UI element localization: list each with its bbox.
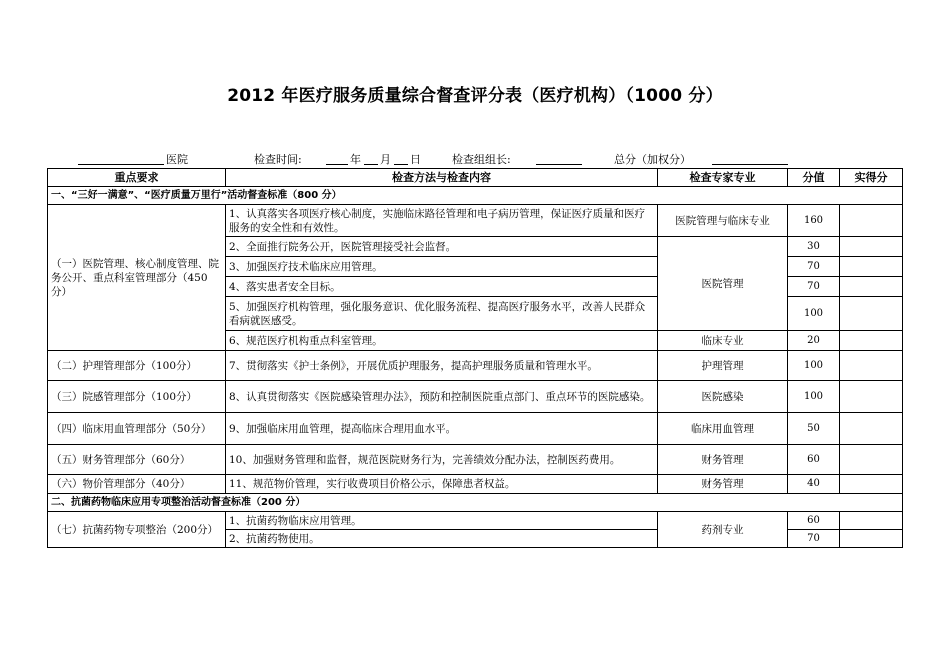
year-label: 年 bbox=[350, 153, 361, 166]
score-cell: 70 bbox=[788, 257, 840, 277]
actual-score-cell[interactable] bbox=[840, 530, 903, 548]
score-cell: 20 bbox=[788, 331, 840, 351]
item-cell: 4、落实患者安全目标。 bbox=[226, 277, 658, 297]
month-label: 月 bbox=[380, 153, 391, 166]
day-blank[interactable] bbox=[394, 151, 408, 165]
expert-cell: 护理管理 bbox=[658, 351, 788, 381]
header-score: 分值 bbox=[788, 169, 840, 187]
item-cell: 9、加强临床用血管理，提高临床合理用血水平。 bbox=[226, 413, 658, 445]
hospital-label: 医院 bbox=[166, 153, 188, 166]
item-cell: 7、贯彻落实《护士条例》，开展优质护理服务，提高护理服务质量和管理水平。 bbox=[226, 351, 658, 381]
expert-cell: 医院管理 bbox=[658, 237, 788, 331]
group-cell: （二）护理管理部分（100分） bbox=[48, 351, 226, 381]
group-cell: （一）医院管理、核心制度管理、院务公开、重点科室管理部分（450分） bbox=[48, 205, 226, 351]
actual-score-cell[interactable] bbox=[840, 205, 903, 237]
section-title: 二、抗菌药物临床应用专项整治活动督查标准（200 分） bbox=[48, 494, 903, 512]
actual-score-cell[interactable] bbox=[840, 237, 903, 257]
actual-score-cell[interactable] bbox=[840, 297, 903, 331]
actual-score-cell[interactable] bbox=[840, 475, 903, 494]
actual-score-cell[interactable] bbox=[840, 445, 903, 475]
table-row bbox=[48, 381, 903, 413]
item-cell: 1、认真落实各项医疗核心制度，实施临床路径管理和电子病历管理，保证医疗质量和医疗服务的安全性和有效性。 bbox=[226, 205, 658, 237]
item-cell: 2、抗菌药物使用。 bbox=[226, 530, 658, 548]
score-cell: 70 bbox=[788, 277, 840, 297]
table-row bbox=[48, 475, 903, 494]
score-cell: 160 bbox=[788, 205, 840, 237]
actual-score-cell[interactable] bbox=[840, 381, 903, 413]
table-row bbox=[48, 413, 903, 445]
table-row bbox=[48, 512, 903, 530]
actual-score-cell[interactable] bbox=[840, 331, 903, 351]
expert-cell: 临床用血管理 bbox=[658, 413, 788, 445]
item-cell: 11、规范物价管理，实行收费项目价格公示，保障患者权益。 bbox=[226, 475, 658, 494]
actual-score-cell[interactable] bbox=[840, 257, 903, 277]
item-cell: 5、加强医疗机构管理，强化服务意识、优化服务流程、提高医疗服务水平，改善人民群众看病就医感受。 bbox=[226, 297, 658, 331]
expert-cell: 财务管理 bbox=[658, 475, 788, 494]
section-title: 一、“三好一满意”、“医疗质量万里行”活动督查标准（800 分） bbox=[48, 187, 903, 205]
score-cell: 60 bbox=[788, 445, 840, 475]
header-key-requirement: 重点要求 bbox=[48, 169, 226, 187]
header-actual-score: 实得分 bbox=[840, 169, 903, 187]
actual-score-cell[interactable] bbox=[840, 351, 903, 381]
score-cell: 100 bbox=[788, 297, 840, 331]
group-cell: （四）临床用血管理部分（50分） bbox=[48, 413, 226, 445]
section-row bbox=[48, 494, 903, 512]
table-row bbox=[48, 445, 903, 475]
score-cell: 50 bbox=[788, 413, 840, 445]
actual-score-cell[interactable] bbox=[840, 413, 903, 445]
expert-cell: 财务管理 bbox=[658, 445, 788, 475]
check-time-label: 检查时间: bbox=[254, 153, 302, 166]
table-row bbox=[48, 205, 903, 237]
score-cell: 30 bbox=[788, 237, 840, 257]
item-cell: 8、认真贯彻落实《医院感染管理办法》，预防和控制医院重点部门、重点环节的医院感染。 bbox=[226, 381, 658, 413]
item-cell: 6、规范医疗机构重点科室管理。 bbox=[226, 331, 658, 351]
header-expert: 检查专家专业 bbox=[658, 169, 788, 187]
month-blank[interactable] bbox=[364, 151, 378, 165]
group-cell: （六）物价管理部分（40分） bbox=[48, 475, 226, 494]
group-cell: （三）院感管理部分（100分） bbox=[48, 381, 226, 413]
score-cell: 100 bbox=[788, 381, 840, 413]
actual-score-cell[interactable] bbox=[840, 512, 903, 530]
page-title: 2012 年医疗服务质量综合督查评分表（医疗机构）（1000 分） bbox=[227, 86, 723, 106]
header-method-content: 检查方法与检查内容 bbox=[226, 169, 658, 187]
expert-cell: 医院管理与临床专业 bbox=[658, 205, 788, 237]
leader-label: 检查组组长: bbox=[452, 153, 511, 166]
score-table bbox=[47, 168, 903, 548]
expert-cell: 药剂专业 bbox=[658, 512, 788, 548]
table-row bbox=[48, 351, 903, 381]
expert-cell: 医院感染 bbox=[658, 381, 788, 413]
score-cell: 70 bbox=[788, 530, 840, 548]
group-cell: （七）抗菌药物专项整治（200分） bbox=[48, 512, 226, 548]
item-cell: 10、加强财务管理和监督，规范医院财务行为，完善绩效分配办法，控制医药费用。 bbox=[226, 445, 658, 475]
total-blank[interactable] bbox=[712, 151, 788, 165]
score-cell: 60 bbox=[788, 512, 840, 530]
item-cell: 1、抗菌药物临床应用管理。 bbox=[226, 512, 658, 530]
score-cell: 100 bbox=[788, 351, 840, 381]
section-row bbox=[48, 187, 903, 205]
expert-cell: 临床专业 bbox=[658, 331, 788, 351]
leader-blank[interactable] bbox=[536, 151, 582, 165]
total-label: 总分（加权分） bbox=[614, 153, 691, 166]
item-cell: 3、加强医疗技术临床应用管理。 bbox=[226, 257, 658, 277]
score-cell: 40 bbox=[788, 475, 840, 494]
item-cell: 2、全面推行院务公开，医院管理接受社会监督。 bbox=[226, 237, 658, 257]
actual-score-cell[interactable] bbox=[840, 277, 903, 297]
group-cell: （五）财务管理部分（60分） bbox=[48, 445, 226, 475]
hospital-blank[interactable] bbox=[78, 151, 164, 165]
year-blank[interactable] bbox=[326, 151, 348, 165]
table-header-row bbox=[48, 169, 903, 187]
day-label: 日 bbox=[410, 153, 421, 166]
